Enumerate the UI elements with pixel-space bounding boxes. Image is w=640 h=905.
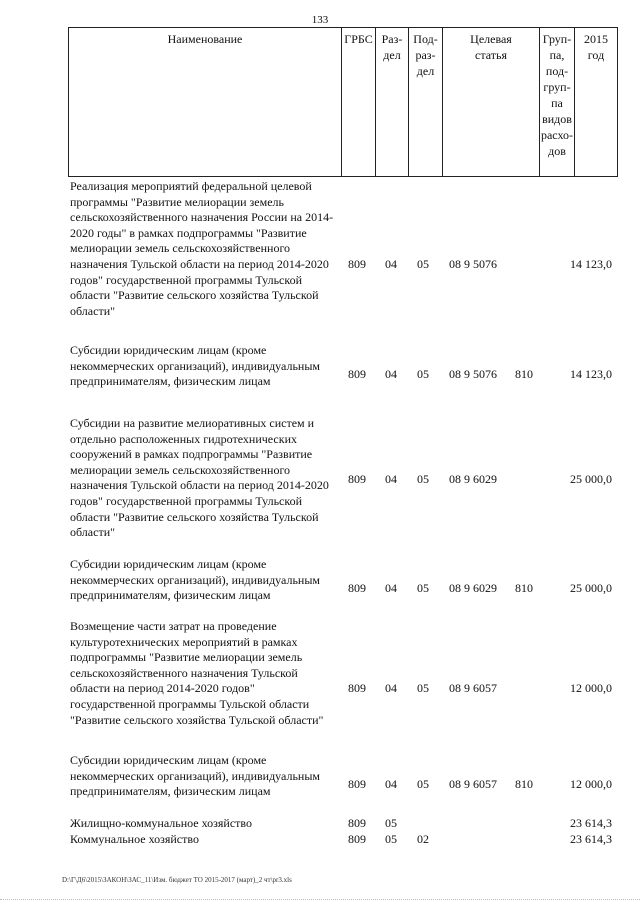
header-vid-line: расхо- <box>540 128 574 142</box>
header-cel <box>443 28 540 176</box>
row-podrazdel: 05 <box>417 681 429 695</box>
header-name-label: Наименование <box>167 32 243 46</box>
row-sum: 12 000,0 <box>570 777 612 791</box>
row-razdel: 04 <box>385 581 397 595</box>
header-year-label: 2015 год <box>584 32 608 62</box>
row-podrazdel: 05 <box>417 257 429 271</box>
row-sum: 12 000,0 <box>570 681 612 695</box>
row-razdel: 04 <box>385 472 397 486</box>
header-cel-line: статья <box>475 48 507 62</box>
row-grbs: 809 <box>348 581 366 595</box>
row-sum: 25 000,0 <box>570 472 612 486</box>
header-vid <box>540 28 575 176</box>
header-vid-line: дов <box>548 144 566 158</box>
file-path-footer: D:\Г\Д6\2015\ЗАКОН\ЗАС_11\Изм. бюджет ТО 2015-2017 (март)_2 чт\pr3.xls <box>62 876 292 884</box>
header-vid-line: под- <box>545 64 569 78</box>
header-razdel-line: Раз- <box>381 32 403 46</box>
row-name: Реализация мероприятий федеральной целевой программы "Развитие мелиорации земель сельскохозяйственного назначения России на 2014-2020 годы" в рамках подпрограммы "Развитие мелиорации земель сельскохозяйственного назначения Тульской области на период 2014-2020 годов" государственной программы Тульской области "Развитие сельского хозяйства Тульской области" <box>70 179 334 318</box>
row-name: Субсидии юридическим лицам (кроме некоммерческих организаций), индивидуальным предпринимателям, физическим лицам <box>70 557 320 603</box>
header-vid-line: па <box>551 96 563 110</box>
row-grbs: 809 <box>348 832 366 846</box>
header-year <box>575 28 617 176</box>
header-name <box>69 28 342 176</box>
header-grbs <box>342 28 376 176</box>
row-podrazdel: 02 <box>417 832 429 846</box>
header-podrazdel <box>409 28 443 176</box>
row-podrazdel: 05 <box>417 472 429 486</box>
header-podrazdel-line: дел <box>416 64 435 78</box>
row-name: Коммунальное хозяйство <box>70 832 199 846</box>
row-podrazdel: 05 <box>417 367 429 381</box>
header-podrazdel-line: Под- <box>413 32 438 46</box>
row-vid: 810 <box>515 367 533 381</box>
row-name: Возмещение части затрат на проведение культуротехнических мероприятий в рамках подпрограммы "Развитие мелиорации земель сельскохозяйственного назначения Тульской области на период 2014-2020 годов" государственной программы Тульской области "Развитие сельского хозяйства Тульской области" <box>70 619 324 727</box>
row-grbs: 809 <box>348 777 366 791</box>
row-grbs: 809 <box>348 367 366 381</box>
header-vid-line: Груп- <box>542 32 572 46</box>
row-razdel: 04 <box>385 257 397 271</box>
row-razdel: 04 <box>385 681 397 695</box>
row-cel: 08 9 5076 <box>449 367 497 381</box>
page-number: 133 <box>311 14 329 26</box>
row-name: Жилищно-коммунальное хозяйство <box>70 816 253 830</box>
row-cel: 08 9 6057 <box>449 777 497 791</box>
row-razdel: 05 <box>385 832 397 846</box>
row-grbs: 809 <box>348 257 366 271</box>
row-name: Субсидии юридическим лицам (кроме некоммерческих организаций), индивидуальным предпринимателям, физическим лицам <box>70 753 320 799</box>
row-sum: 23 614,3 <box>570 832 612 846</box>
table-header <box>68 27 618 177</box>
row-grbs: 809 <box>348 681 366 695</box>
row-vid: 810 <box>515 777 533 791</box>
row-cel: 08 9 5076 <box>449 257 497 271</box>
row-sum: 25 000,0 <box>570 581 612 595</box>
row-sum: 14 123,0 <box>570 257 612 271</box>
header-grbs-label: ГРБС <box>344 32 373 46</box>
row-razdel: 05 <box>385 816 397 830</box>
row-grbs: 809 <box>348 816 366 830</box>
header-podrazdel-line: раз- <box>415 48 436 62</box>
row-cel: 08 9 6029 <box>449 581 497 595</box>
header-cel-line: Целевая <box>470 32 512 46</box>
row-razdel: 04 <box>385 367 397 381</box>
row-sum: 14 123,0 <box>570 367 612 381</box>
row-razdel: 04 <box>385 777 397 791</box>
header-vid-line: па, <box>549 48 565 62</box>
row-name: Субсидии на развитие мелиоративных систем и отдельно расположенных гидротехнических сооружений в рамках подпрограммы "Развитие мелиорации земель сельскохозяйственного назначения Тульской области на период 2014-2020 годов" государственной программы Тульской области "Развитие сельского хозяйства Тульской области" <box>70 416 329 540</box>
row-cel: 08 9 6029 <box>449 472 497 486</box>
row-sum: 23 614,3 <box>570 816 612 830</box>
header-vid-line: видов <box>542 112 572 126</box>
row-grbs: 809 <box>348 472 366 486</box>
header-razdel <box>376 28 409 176</box>
header-razdel-line: дел <box>383 48 401 62</box>
row-podrazdel: 05 <box>417 581 429 595</box>
row-vid: 810 <box>515 581 533 595</box>
row-podrazdel: 05 <box>417 777 429 791</box>
row-name: Субсидии юридическим лицам (кроме некоммерческих организаций), индивидуальным предпринимателям, физическим лицам <box>70 343 320 389</box>
header-vid-line: груп- <box>543 80 571 94</box>
scan-edge-artifact <box>0 899 640 903</box>
row-cel: 08 9 6057 <box>449 681 497 695</box>
